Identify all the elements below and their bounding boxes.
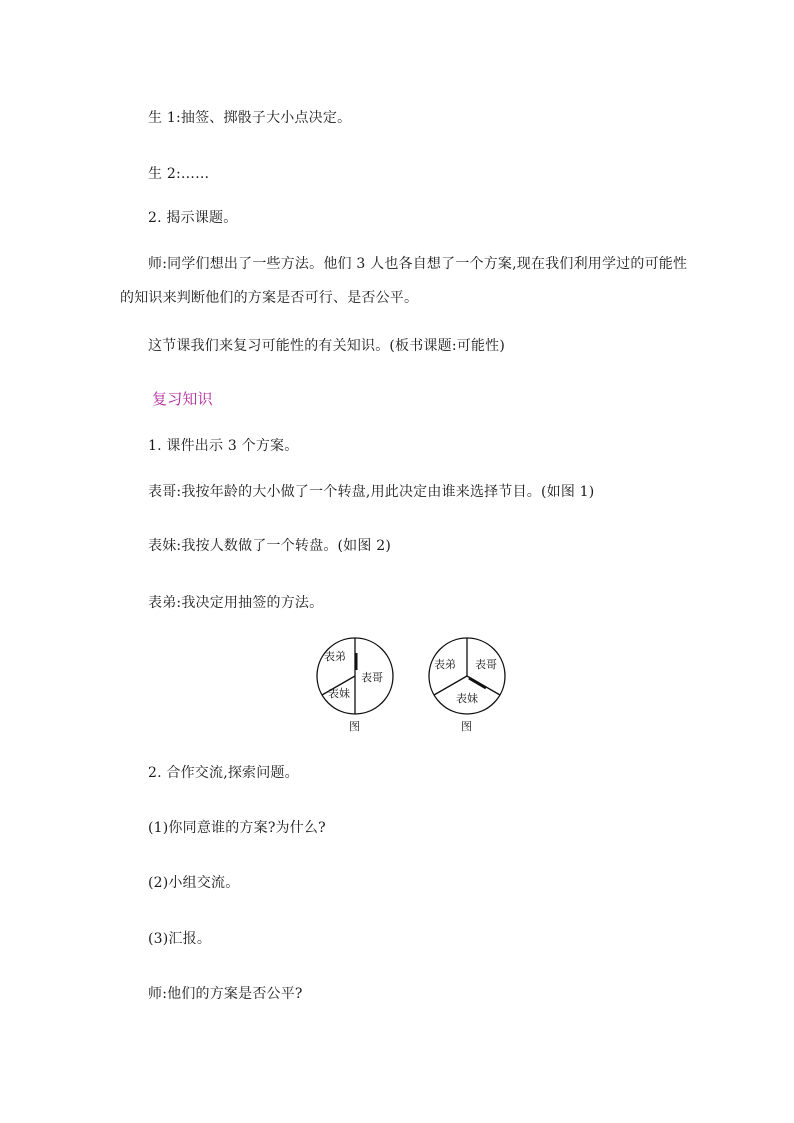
section-heading: 复习知识: [152, 390, 213, 408]
spinner-1-label-bottom-left: 表妹: [328, 687, 350, 700]
paragraph-p7: 表哥:我按年龄的大小做了一个转盘,用此决定由谁来选择节目。(如图 1): [148, 484, 595, 500]
paragraph-p12: (2)小组交流。: [148, 875, 240, 891]
paragraph-p4-line1: 师:同学们想出了一些方法。他们 3 人也各自想了一个方案,现在我们利用学过的可能性: [148, 256, 688, 272]
spinner-1-svg: [313, 636, 397, 736]
paragraph-p8: 表妹:我按人数做了一个转盘。(如图 2): [148, 538, 391, 554]
spinner-2-svg: [425, 636, 509, 736]
paragraph-p4-line2: 的知识来判断他们的方案是否可行、是否公平。: [120, 290, 419, 306]
paragraph-p13: (3)汇报。: [148, 931, 212, 947]
figure-1-caption: 图: [349, 720, 360, 733]
spinner-1-label-right: 表哥: [361, 671, 383, 684]
paragraph-p5: 这节课我们来复习可能性的有关知识。(板书课题:可能性): [148, 338, 506, 354]
paragraph-p6: 1. 课件出示 3 个方案。: [148, 438, 299, 454]
paragraph-p11: (1)你同意谁的方案?为什么?: [148, 820, 326, 836]
spinner-1-label-top-left: 表弟: [324, 650, 346, 663]
spinner-2-pointer: [469, 678, 486, 688]
paragraph-p3: 2. 揭示课题。: [148, 210, 238, 226]
spinner-figure-2: [425, 636, 509, 736]
paragraph-p10: 2. 合作交流,探索问题。: [148, 765, 299, 781]
spinner-2-label-bottom: 表妹: [456, 692, 478, 705]
paragraph-p1: 生 1:抽签、掷骰子大小点决定。: [148, 110, 352, 126]
figure-2-caption: 图: [461, 720, 472, 733]
paragraph-p9: 表弟:我决定用抽签的方法。: [148, 595, 324, 611]
spinner-figure-1: [313, 636, 397, 736]
paragraph-p2: 生 2:……: [148, 166, 210, 182]
spinner-2-label-top-right: 表哥: [475, 658, 497, 671]
spinner-2-label-top-left: 表弟: [434, 658, 456, 671]
paragraph-p14: 师:他们的方案是否公平?: [148, 986, 303, 1002]
